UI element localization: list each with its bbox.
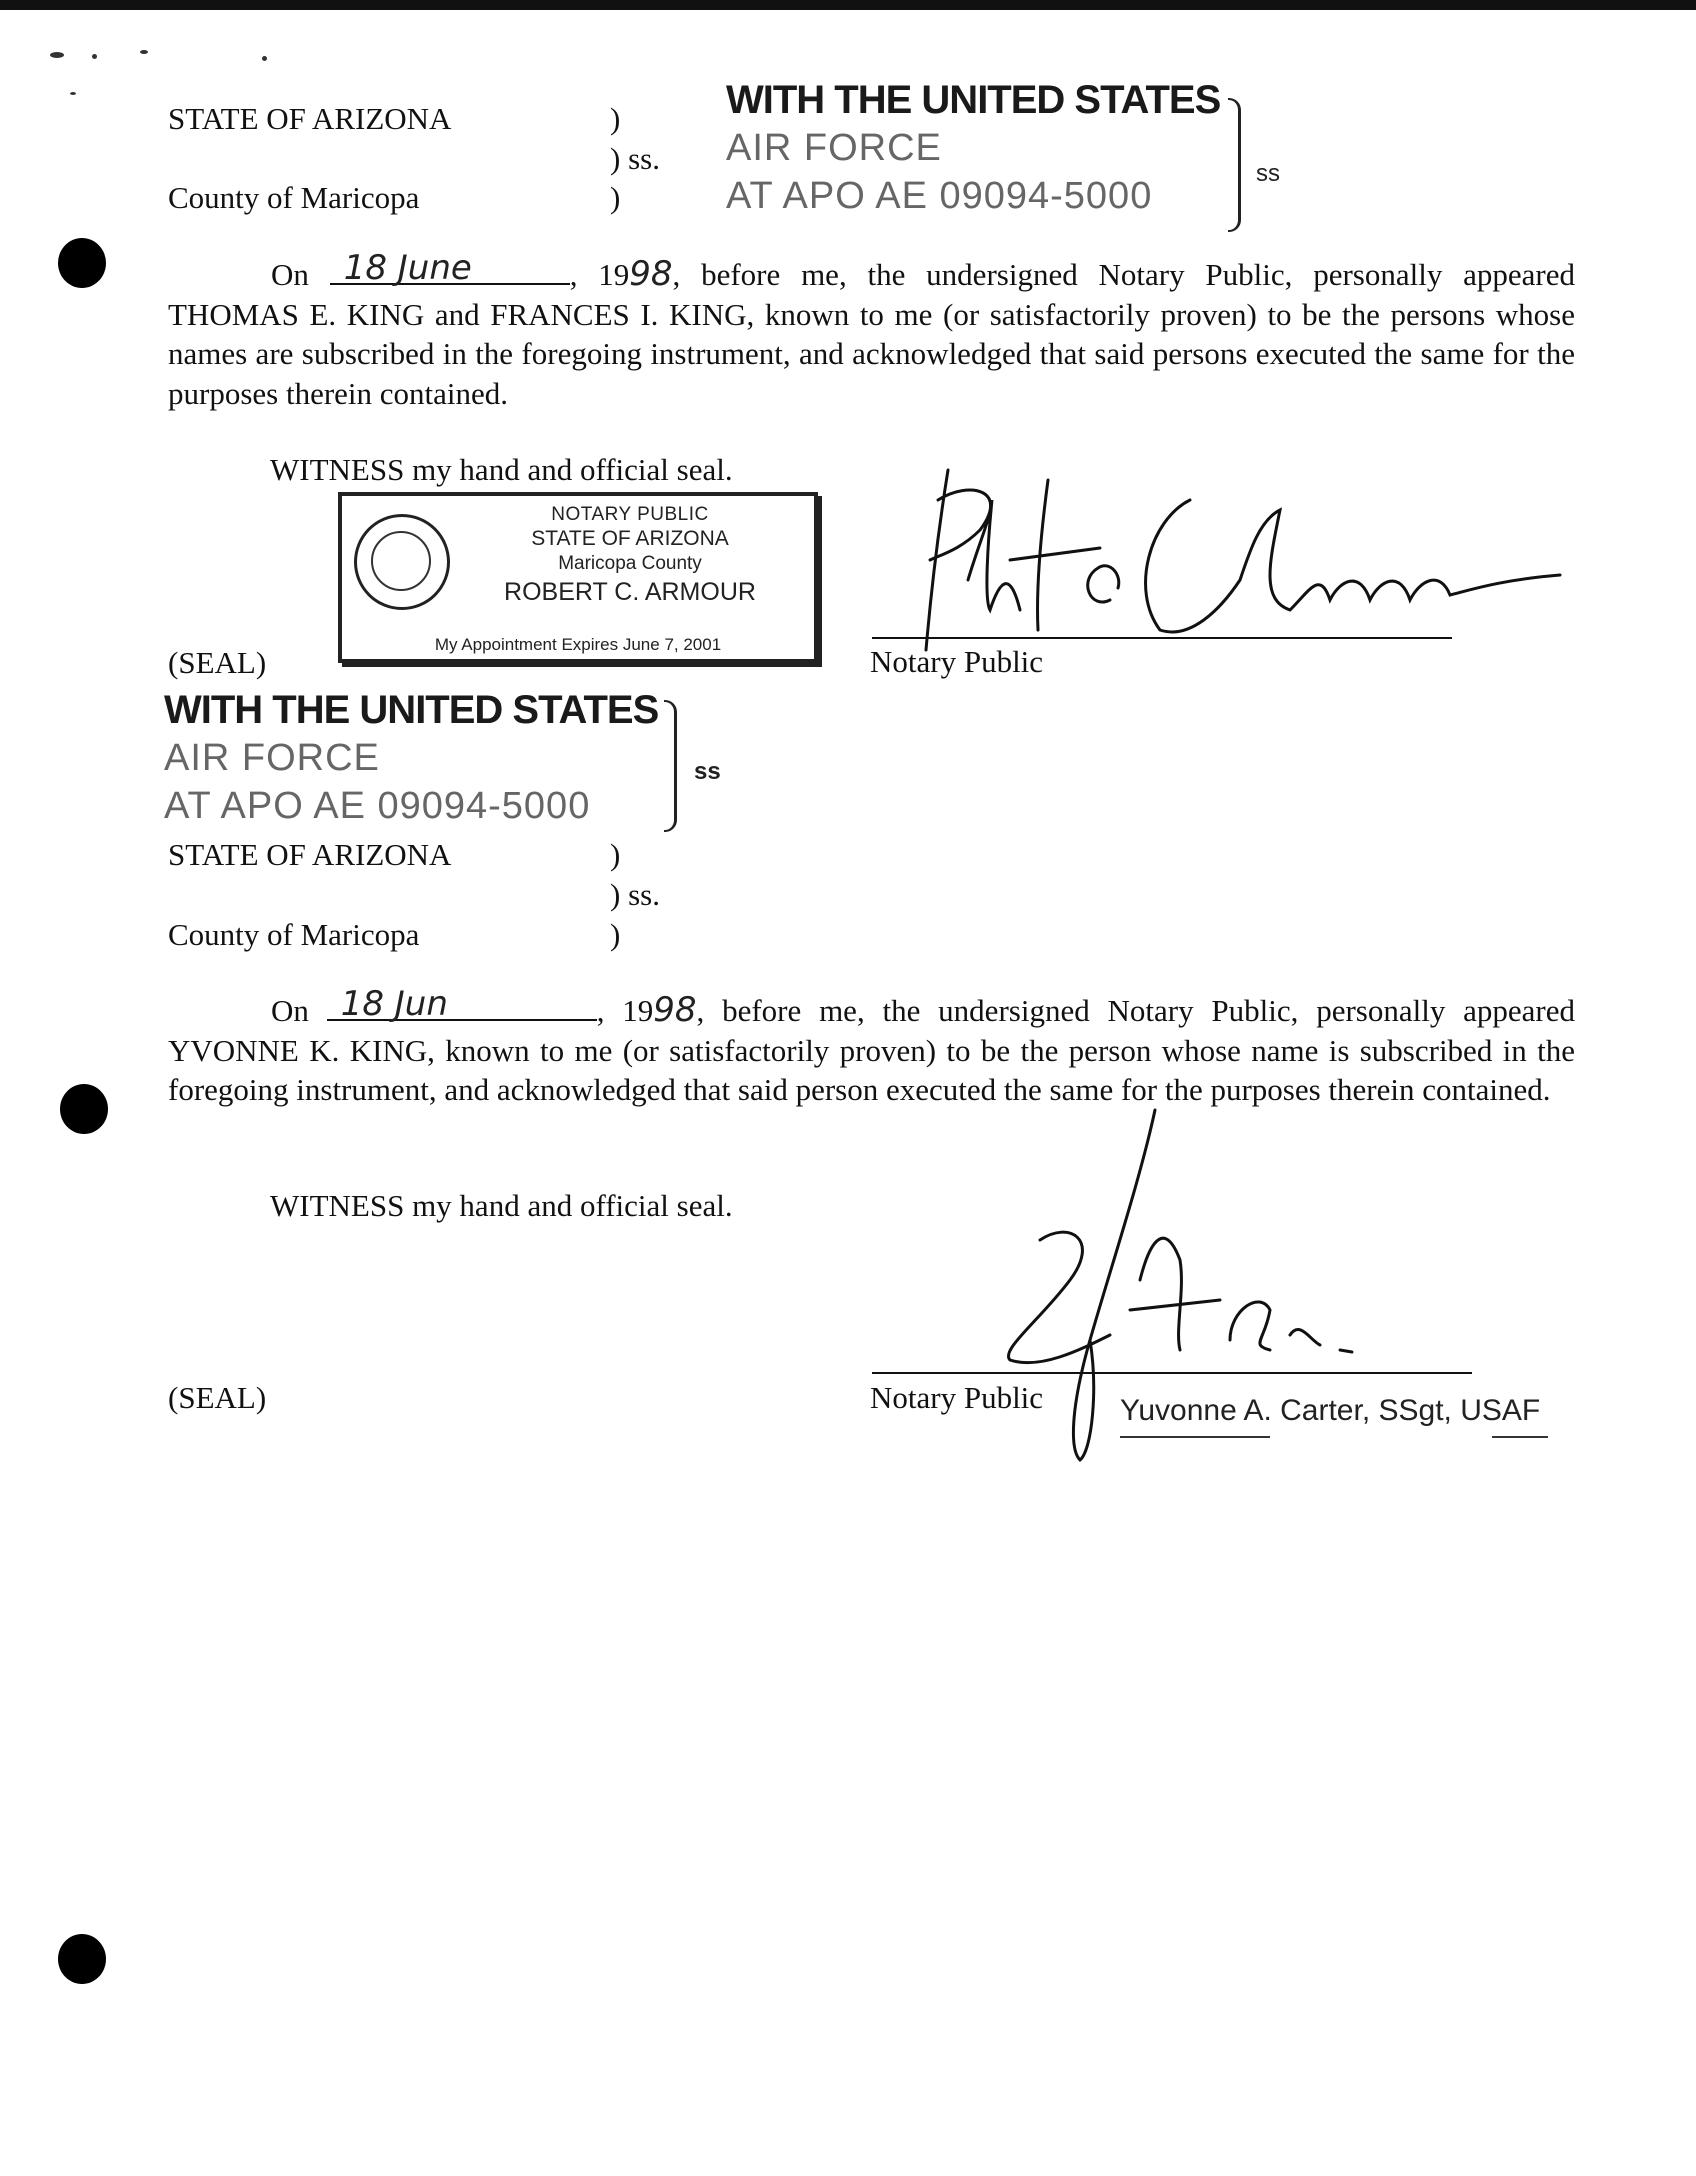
venue-county-1: County of Maricopa	[168, 180, 420, 215]
typed-notary-name: Yuvonne A. Carter, SSgt, USAF	[1120, 1394, 1541, 1427]
stamp-bracket	[1228, 98, 1241, 232]
venue-state-1: STATE OF ARIZONA	[168, 101, 452, 136]
acknowledgment-paragraph-1	[168, 248, 1575, 413]
stamp-notary-name: ROBERT C. ARMOUR	[504, 578, 756, 606]
stamp-county: Maricopa County	[558, 553, 702, 574]
scan-top-edge	[0, 0, 1696, 10]
handwritten-date: 18 June	[343, 248, 472, 288]
venue-paren-3: )	[610, 180, 621, 215]
punch-hole	[60, 1084, 108, 1134]
typed-name-underline	[1120, 1436, 1270, 1438]
signature-line-2	[872, 1372, 1472, 1374]
military-venue-stamp-2	[164, 686, 658, 830]
witness-line-2: WITNESS my hand and official seal.	[270, 1188, 733, 1223]
punch-hole	[58, 1934, 106, 1984]
state-seal-emblem	[354, 514, 450, 610]
venue-ss-1: ) ss.	[610, 141, 660, 176]
year-prefix: , 19	[569, 257, 630, 292]
stamp-line-2: AIR FORCE	[726, 127, 942, 169]
stamp-bracket	[664, 700, 677, 832]
scan-speck	[92, 54, 97, 59]
paragraph-body: , before me, the undersigned Notary Public, personally appeared YVONNE K. KING, known to me (or satisfactorily proven) to be the person whose name is subscribed in the foregoing instrument, and acknowledged that said person executed the same for the purposes therein contained.	[168, 993, 1575, 1107]
venue-ss-2: ) ss.	[610, 877, 660, 912]
on-label: On	[271, 257, 309, 292]
handwritten-date: 18 Jun	[340, 984, 448, 1024]
on-label: On	[271, 993, 309, 1028]
venue-state-2: STATE OF ARIZONA	[168, 837, 452, 872]
stamp-line-3: AT APO AE 09094-5000	[164, 785, 591, 827]
notary-public-stamp	[338, 492, 818, 663]
punch-hole	[58, 238, 106, 288]
venue-county-2: County of Maricopa	[168, 917, 420, 952]
notary-public-label-1: Notary Public	[870, 644, 1044, 679]
scan-speck	[70, 92, 76, 95]
signature-line-1	[872, 637, 1452, 639]
seal-label-1: (SEAL)	[168, 645, 267, 680]
notary-public-label-2: Notary Public	[870, 1380, 1044, 1415]
date-blank	[330, 248, 570, 288]
stamp-line-3: AT APO AE 09094-5000	[726, 175, 1153, 217]
scan-speck	[50, 52, 64, 58]
military-venue-stamp-1	[726, 76, 1220, 220]
seal-label-2: (SEAL)	[168, 1380, 267, 1415]
stamp-line-2: AIR FORCE	[164, 737, 380, 779]
venue-paren-1: )	[610, 101, 621, 136]
stamp-ss-label: ss	[1256, 160, 1280, 187]
seal-inner-ring	[371, 531, 431, 591]
witness-line-1: WITNESS my hand and official seal.	[270, 452, 733, 487]
scan-speck	[140, 50, 148, 54]
handwritten-year: 98	[629, 254, 673, 294]
stamp-state: STATE OF ARIZONA	[531, 527, 729, 550]
venue-paren-3: )	[610, 917, 621, 952]
stamp-line-1: WITH THE UNITED STATES	[726, 78, 1221, 122]
stamp-line-1: WITH THE UNITED STATES	[164, 688, 659, 732]
scan-speck	[262, 56, 267, 61]
stamp-expiration: My Appointment Expires June 7, 2001	[434, 635, 722, 654]
stamp-ss-label: ss	[694, 758, 721, 785]
year-prefix: , 19	[596, 993, 654, 1028]
handwritten-year: 98	[653, 990, 697, 1030]
date-blank	[327, 984, 597, 1024]
stamp-notary-title: NOTARY PUBLIC	[551, 504, 709, 525]
typed-name-underline	[1492, 1436, 1548, 1438]
paragraph-body: , before me, the undersigned Notary Public, personally appeared THOMAS E. KING and FRANCES I. KING, known to me (or satisfactorily proven) to be the persons whose names are subscribed in the foregoing instrument, and acknowledged that said persons executed the same for the purposes therein contained.	[168, 257, 1575, 411]
venue-paren-1: )	[610, 837, 621, 872]
